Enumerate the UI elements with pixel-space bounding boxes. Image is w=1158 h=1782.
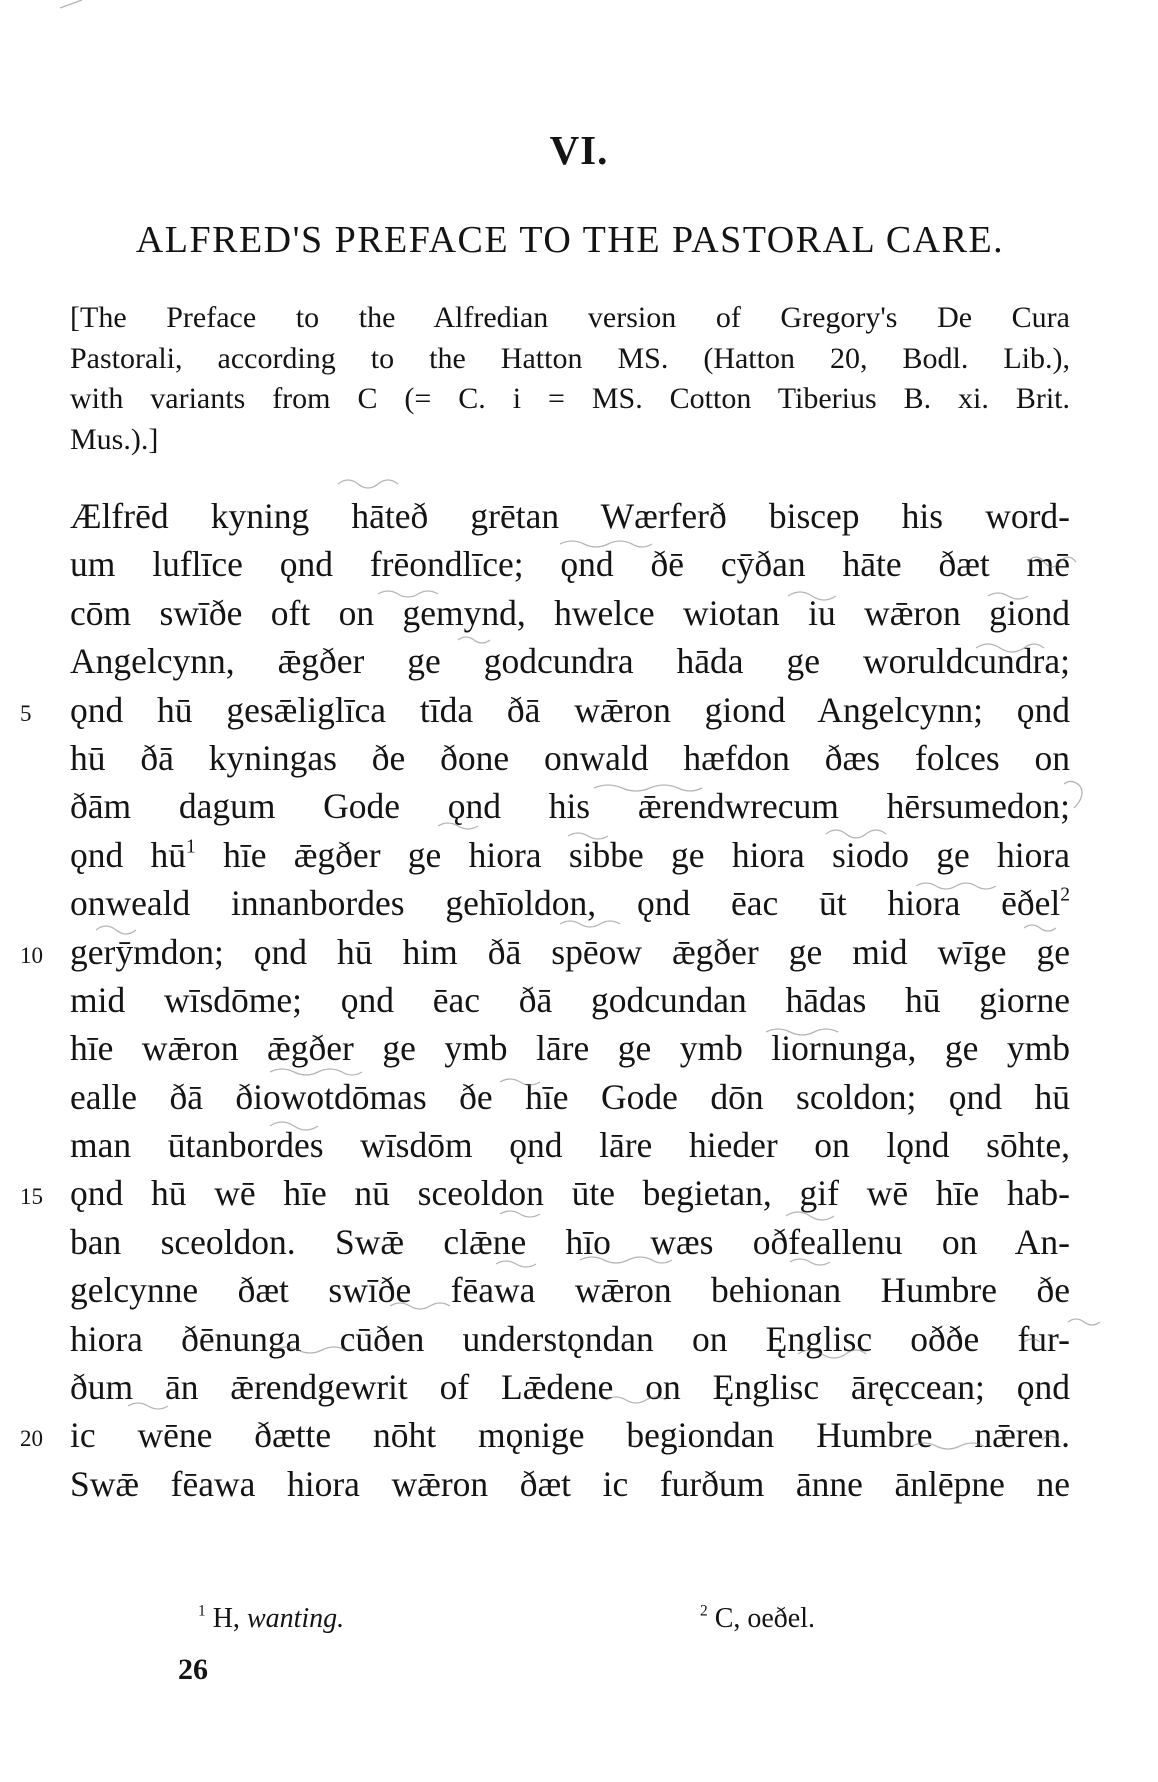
line-text: cōm swīðe oft on gemynd, hwelce wiotan iu wǣron giond — [70, 592, 1070, 633]
footnote-mark: 2 — [700, 1602, 708, 1620]
footnote-ref: 2 — [1060, 884, 1070, 906]
line-text: Angelcynn, ǣgðer ge godcundra hāda ge woruldcundra; — [70, 641, 1070, 682]
footnote-italic: wanting. — [246, 1603, 345, 1634]
line-text: ǫnd hū wē hīe nū sceoldon ūte begietan, gif wē hīe hab- — [70, 1173, 1070, 1214]
chapter-title: ALFRED'S PREFACE TO THE PASTORAL CARE. — [135, 219, 1005, 261]
line-text: ban sceoldon. Swǣ clǣne hīo wæs oðfeallenu on An- — [70, 1221, 1070, 1262]
line-text: ealle ðā ðiowotdōmas ðe hīe Gode dōn scoldon; ǫnd hū — [70, 1076, 1070, 1117]
text-line — [70, 782, 1070, 830]
pencil-mark — [1068, 1319, 1100, 1325]
text-line — [70, 976, 1070, 1024]
footnote-1 — [198, 1603, 344, 1635]
line-number: 5 — [20, 700, 32, 726]
text-line — [70, 1218, 1070, 1266]
line-number: 10 — [20, 942, 43, 968]
text-line — [70, 1121, 1070, 1169]
line-text: man ūtanbordes wīsdōm ǫnd lāre hieder on lǫnd sōhte, — [70, 1125, 1070, 1166]
text-line — [70, 1266, 1070, 1314]
footnote-text: C, oeðel. — [707, 1603, 816, 1634]
text-line — [70, 637, 1070, 685]
intro-line: with variants from C (= C. i = MS. Cotton Tiberius B. xi. Brit. — [70, 382, 1070, 415]
line-text: ðum ān ǣrendgewrit of Lǣdene on Ęnglisc āręccean; ǫnd — [70, 1367, 1070, 1408]
intro-line: [The Preface to the Alfredian version of Gregory's De Cura — [70, 301, 1070, 334]
line-text: ðām dagum Gode ǫnd his ǣrendwrecum hērsumedon; — [70, 786, 1070, 827]
intro-line: Pastorali, according to the Hatton MS. (Hatton 20, Bodl. Lib.), — [70, 341, 1070, 375]
line-text: ǫnd hū gesǣliglīca tīda ðā wǣron giond Angelcynn; ǫnd — [70, 689, 1070, 730]
intro-line: Mus.).] — [70, 422, 159, 456]
line-text: ic wēne ðætte nōht mǫnige begiondan Humbre nǣren. — [70, 1415, 1070, 1456]
page-number: 26 — [178, 1653, 208, 1686]
text-line — [70, 734, 1070, 782]
text-line — [20, 928, 1070, 976]
footnote-2 — [700, 1603, 815, 1635]
line-number: 15 — [20, 1184, 43, 1210]
intro-note — [70, 298, 1070, 460]
text-line — [70, 1363, 1070, 1411]
text-line — [70, 1460, 1070, 1508]
footnote-text: H, — [205, 1603, 247, 1634]
text-line — [20, 1411, 1070, 1459]
chapter-number: VI. — [549, 127, 609, 173]
text-line — [70, 1024, 1070, 1072]
text-line — [70, 1315, 1070, 1363]
footnote-mark: 1 — [198, 1602, 206, 1620]
text-line — [70, 540, 1070, 588]
pencil-mark — [338, 480, 398, 488]
line-text: ǫnd hū — [70, 834, 187, 875]
line-number: 20 — [20, 1426, 43, 1452]
pencil-mark — [60, 0, 82, 8]
line-text: mid wīsdōme; ǫnd ēac ðā godcundan hādas hū giorne — [70, 979, 1070, 1020]
footnote-ref: 1 — [186, 836, 196, 858]
line-text: hiora ðēnunga cūðen understǫndan on Ęnglisc oððe fur- — [70, 1318, 1070, 1359]
old-english-text — [20, 492, 1071, 1508]
text-line — [20, 686, 1070, 734]
line-text: gerȳmdon; ǫnd hū him ðā spēow ǣgðer ge mid wīge ge — [70, 931, 1070, 972]
text-line — [70, 589, 1070, 637]
text-line — [70, 492, 1070, 540]
line-text: hū ðā kyningas ðe ðone onwald hæfdon ðæs folces on — [70, 737, 1070, 778]
text-line — [70, 1073, 1070, 1121]
line-text-continued: hīe ǣgðer ge hiora sibbe ge hiora siodo ge hiora — [195, 834, 1071, 875]
text-line — [70, 879, 1070, 927]
line-text: hīe wǣron ǣgðer ge ymb lāre ge ymb liornunga, ge ymb — [70, 1028, 1070, 1069]
line-text: um luflīce ǫnd frēondlīce; ǫnd ðē cȳðan hāte ðæt mē — [70, 544, 1070, 585]
text-line — [70, 831, 1070, 879]
text-line — [20, 1169, 1070, 1217]
line-text: gelcynne ðæt swīðe fēawa wǣron behionan Humbre ðe — [70, 1270, 1070, 1311]
line-text: Ælfrēd kyning hāteð grētan Wærferð biscep his word- — [70, 496, 1070, 536]
line-text: Swǣ fēawa hiora wǣron ðæt ic furðum ānne ānlēpne ne — [70, 1463, 1070, 1504]
line-text: onweald innanbordes gehīoldon, ǫnd ēac ūt hiora ēðel — [70, 883, 1061, 924]
